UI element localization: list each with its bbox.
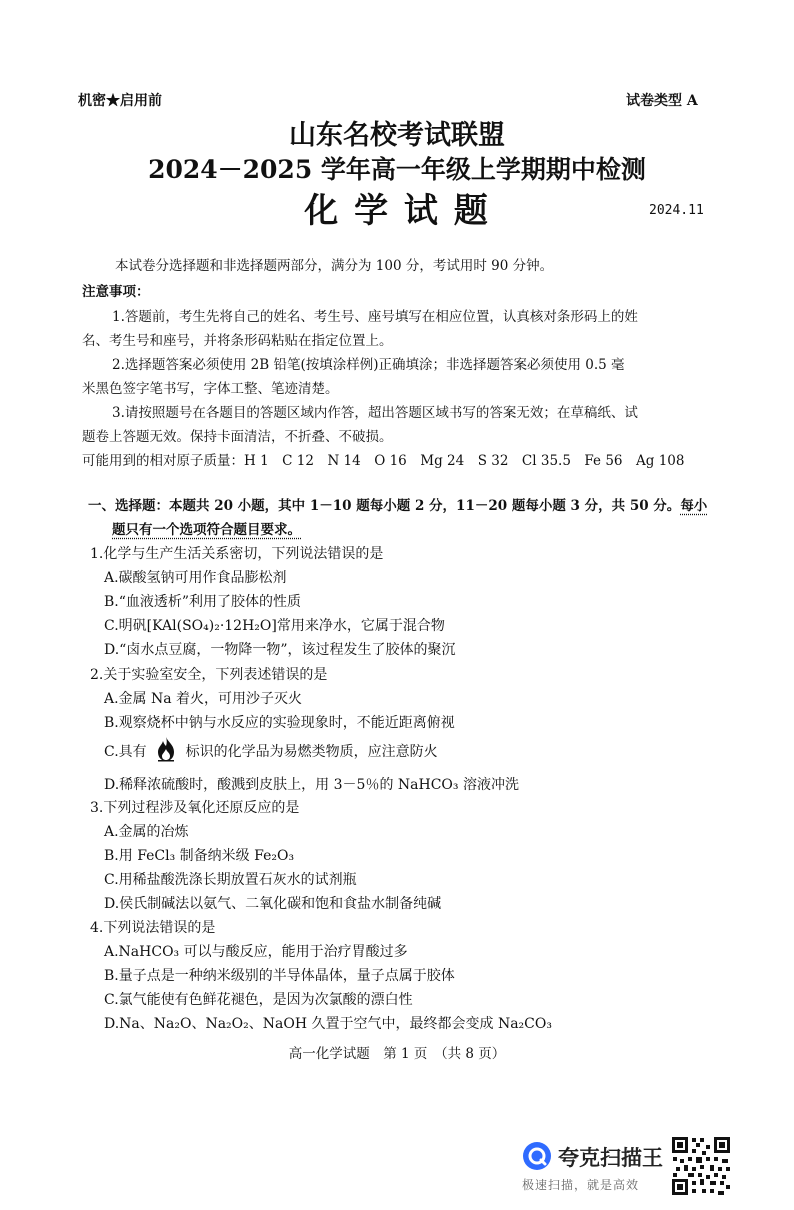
question-3-option-b: B.用 FeCl₃ 制备纳米级 Fe₂O₃ [104, 848, 295, 864]
question-4-option-b: B.量子点是一种纳米级别的半导体晶体，量子点属于胶体 [104, 968, 455, 984]
watermark-slogan: 极速扫描，就是高效 [522, 1178, 640, 1192]
question-4-option-c: C.氯气能使有色鲜花褪色，是因为次氯酸的漂白性 [104, 992, 413, 1008]
question-4-option-d: D.Na、Na₂O、Na₂O₂、NaOH 久置于空气中，最终都会变成 Na₂CO₃ [104, 1016, 552, 1032]
question-2-option-c [104, 741, 438, 762]
page-footer: 高一化学试题 第 1 页 （共 8 页） [288, 1046, 506, 1062]
note-1-line2: 名、考生号和座号，并将条形码粘贴在指定位置上。 [82, 333, 393, 349]
question-3-option-d: D.侯氏制碱法以氨气、二氧化碳和饱和食盐水制备纯碱 [104, 896, 442, 912]
section-heading-text: 一、选择题：本题共 20 小题，其中 1－10 题每小题 2 分，11－20 题每小题 3 分，共 50 分。 [88, 498, 681, 514]
section-heading [88, 494, 707, 514]
question-1-option-c: C.明矾[KAl(SO₄)₂·12H₂O]常用来净水，它属于混合物 [104, 618, 445, 634]
question-3-stem: 3.下列过程涉及氧化还原反应的是 [90, 800, 300, 816]
note-2-line2: 米黑色签字笔书写，字体工整、笔迹清楚。 [82, 381, 339, 397]
question-1-option-b: B.“血液透析”利用了胶体的性质 [104, 594, 302, 610]
question-3-option-a: A.金属的冶炼 [104, 824, 189, 840]
section-heading-emphasis: 每小 [680, 498, 708, 514]
note-2-line1: 2.选择题答案必须使用 2B 铅笔(按填涂样例)正确填涂；非选择题答案必须使用 0.5 毫 [112, 357, 625, 373]
paper-type-label: 试卷类型 A [626, 93, 698, 109]
question-3-option-c: C.用稀盐酸洗涤长期放置石灰水的试剂瓶 [104, 872, 357, 888]
org-title: 山东名校考试联盟 [289, 120, 505, 151]
subject-title: 化 学 试 题 [304, 191, 490, 231]
notes-title: 注意事项： [82, 284, 150, 300]
question-2-option-b: B.观察烧杯中钠与水反应的实验现象时，不能近距离俯视 [104, 715, 455, 731]
question-2-option-a: A.金属 Na 着火，可用沙子灭火 [104, 691, 303, 707]
question-4-option-a: A.NaHCO₃ 可以与酸反应，能用于治疗胃酸过多 [104, 944, 408, 960]
intro-text: 本试卷分选择题和非选择题两部分，满分为 100 分，考试用时 90 分钟。 [115, 258, 554, 274]
question-2-option-c-prefix: C.具有 [104, 744, 147, 760]
scanner-logo-icon [522, 1141, 552, 1171]
note-3-line1: 3.请按照题号在各题目的答题区域内作答，超出答题区域书写的答案无效；在草稿纸、试 [112, 405, 638, 421]
note-3-line2: 题卷上答题无效。保持卡面清洁，不折叠、不破损。 [82, 429, 393, 445]
question-2-option-d: D.稀释浓硫酸时，酸溅到皮肤上，用 3－5％的 NaHCO₃ 溶液冲洗 [104, 777, 519, 793]
question-1-option-a: A.碳酸氢钠可用作食品膨松剂 [104, 570, 287, 586]
question-4-stem: 4.下列说法错误的是 [90, 920, 216, 936]
question-1-stem: 1.化学与生产生活关系密切，下列说法错误的是 [90, 546, 384, 562]
question-2-stem: 2.关于实验室安全，下列表述错误的是 [90, 667, 328, 683]
confidential-label: 机密★启用前 [78, 93, 162, 109]
exam-date: 2024.11 [649, 203, 704, 218]
question-2-option-c-suffix: 标识的化学品为易燃类物质，应注意防火 [185, 744, 438, 760]
qr-code-icon [670, 1135, 732, 1197]
exam-title: 2024－2025 学年高一年级上学期期中检测 [148, 155, 646, 184]
note-1-line1: 1.答题前，考生先将自己的姓名、考生号、座号填写在相应位置，认真核对条形码上的姓 [112, 309, 638, 325]
section-heading-line2: 题只有一个选项符合题目要求。 [112, 522, 301, 538]
flammable-hazard-icon [155, 736, 177, 762]
question-1-option-d: D.“卤水点豆腐，一物降一物”，该过程发生了胶体的聚沉 [104, 642, 456, 658]
watermark-brand: 夸克扫描王 [558, 1146, 663, 1170]
atomic-masses: 可能用到的相对原子质量：H 1 C 12 N 14 O 16 Mg 24 S 32 Cl 35.5 Fe 56 Ag 108 [82, 453, 685, 469]
